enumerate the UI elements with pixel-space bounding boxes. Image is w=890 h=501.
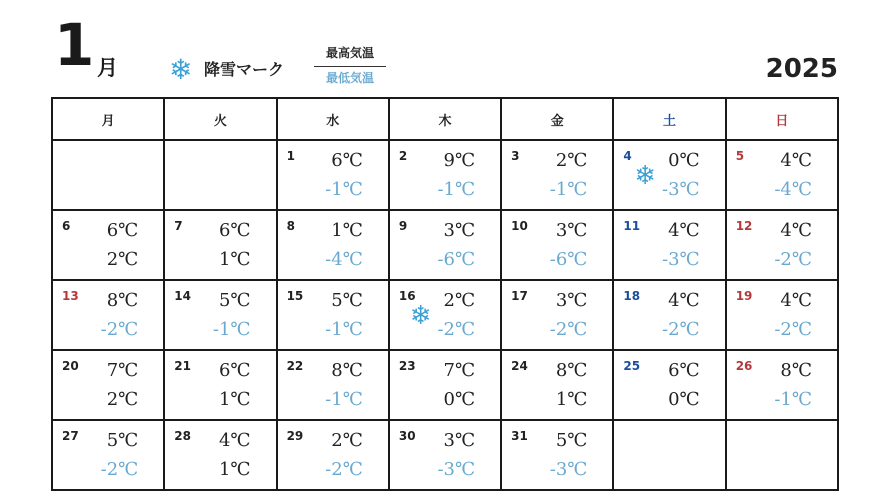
day-cell [613, 140, 725, 210]
weekday-thu: 木 [389, 98, 501, 140]
day-number: 29 [286, 429, 304, 443]
high-temp: 4℃ [668, 290, 700, 311]
snowflake-icon: ❄ [409, 301, 432, 331]
week-row [52, 420, 838, 490]
day-number: 19 [735, 289, 753, 303]
day-number: 4 [623, 149, 632, 163]
empty-day-cell [613, 420, 725, 490]
high-temp: 6℃ [106, 220, 139, 241]
day-number: 1 [286, 149, 295, 163]
day-number: 12 [735, 219, 753, 233]
low-temp: 2℃ [106, 389, 139, 410]
low-temp: -4℃ [774, 179, 812, 200]
day-cell [389, 140, 501, 210]
day-cell [52, 420, 164, 490]
low-temp: -3℃ [662, 249, 700, 270]
snowflake-icon: ❄ [634, 161, 657, 191]
low-temp: 1℃ [218, 459, 251, 480]
high-temp: 3℃ [555, 220, 588, 241]
day-cell [164, 350, 276, 420]
day-cell [277, 140, 389, 210]
day-number: 16 [398, 289, 416, 303]
low-temp: -1℃ [774, 389, 812, 410]
day-number: 3 [511, 149, 520, 163]
high-temp: 9℃ [443, 150, 476, 171]
day-number: 18 [623, 289, 641, 303]
low-temp: -2℃ [774, 319, 812, 340]
day-cell [726, 210, 838, 280]
high-temp: 6℃ [668, 360, 700, 381]
calendar-header [0, 0, 890, 95]
low-temp: -3℃ [662, 179, 700, 200]
low-temp: -2℃ [774, 249, 812, 270]
low-temp: 0℃ [443, 389, 476, 410]
high-temp: 2℃ [443, 290, 476, 311]
day-number: 6 [62, 219, 71, 233]
low-temp: -2℃ [100, 319, 139, 340]
day-cell [277, 280, 389, 350]
calendar-grid [51, 97, 839, 491]
high-temp: 5℃ [555, 430, 588, 451]
day-cell [501, 420, 613, 490]
snowflake-icon: ❄ [169, 53, 193, 86]
low-temp: -1℃ [325, 179, 363, 200]
high-temp: 7℃ [443, 360, 476, 381]
weekday-sat: 土 [613, 98, 725, 140]
low-temp: 1℃ [218, 249, 251, 270]
low-temp: 2℃ [106, 249, 139, 270]
legend-high-label: 最高気温 [325, 46, 374, 60]
year: 2025 [765, 54, 838, 84]
high-temp: 2℃ [555, 150, 588, 171]
day-number: 21 [174, 359, 191, 373]
low-temp: 1℃ [218, 389, 251, 410]
day-cell [389, 350, 501, 420]
day-cell [389, 420, 501, 490]
high-temp: 3℃ [443, 220, 476, 241]
legend-snow-label: 降雪マーク [204, 60, 285, 79]
low-temp: -1℃ [325, 319, 363, 340]
high-temp: 8℃ [106, 290, 139, 311]
day-number: 15 [286, 289, 304, 303]
low-temp: -1℃ [437, 179, 476, 200]
high-temp: 4℃ [218, 430, 251, 451]
low-temp: -2℃ [325, 459, 363, 480]
low-temp: 1℃ [555, 389, 588, 410]
high-temp: 8℃ [555, 360, 588, 381]
day-number: 20 [62, 359, 79, 373]
high-temp: 7℃ [106, 360, 139, 381]
high-temp: 6℃ [331, 150, 363, 171]
low-temp: -6℃ [549, 249, 588, 270]
low-temp: -2℃ [100, 459, 139, 480]
day-number: 17 [511, 289, 528, 303]
week-row [52, 140, 838, 210]
week-row [52, 210, 838, 280]
day-cell [501, 280, 613, 350]
high-temp: 5℃ [218, 290, 251, 311]
day-cell [277, 350, 389, 420]
day-cell [164, 280, 276, 350]
day-cell [726, 350, 838, 420]
low-temp: -2℃ [662, 319, 700, 340]
high-temp: 4℃ [780, 290, 812, 311]
day-cell [389, 280, 501, 350]
empty-day-cell [726, 420, 838, 490]
high-temp: 8℃ [780, 360, 812, 381]
day-number: 10 [511, 219, 528, 233]
day-cell [277, 420, 389, 490]
day-number: 7 [174, 219, 183, 233]
low-temp: -1℃ [212, 319, 251, 340]
month-number: 1 [54, 11, 95, 79]
high-temp: 2℃ [331, 430, 363, 451]
day-cell [52, 280, 164, 350]
day-number: 24 [511, 359, 528, 373]
empty-day-cell [52, 140, 164, 210]
low-temp: -6℃ [437, 249, 476, 270]
high-temp: 1℃ [331, 220, 363, 241]
day-cell [164, 210, 276, 280]
weekday-header-row [52, 98, 838, 140]
legend-low-label: 最低気温 [325, 71, 374, 85]
high-temp: 4℃ [668, 220, 700, 241]
day-cell [613, 210, 725, 280]
weekday-wed: 水 [277, 98, 389, 140]
day-number: 13 [62, 289, 79, 303]
day-number: 11 [623, 219, 641, 233]
weekday-sun: 日 [726, 98, 838, 140]
day-cell [164, 420, 276, 490]
day-number: 14 [174, 289, 191, 303]
day-cell [501, 210, 613, 280]
low-temp: -1℃ [549, 179, 588, 200]
low-temp: -4℃ [325, 249, 363, 270]
day-cell [501, 140, 613, 210]
day-number: 2 [398, 149, 408, 163]
day-number: 26 [735, 359, 753, 373]
day-cell [613, 350, 725, 420]
high-temp: 4℃ [780, 150, 812, 171]
day-cell [52, 350, 164, 420]
high-temp: 5℃ [106, 430, 139, 451]
day-number: 22 [286, 359, 304, 373]
day-number: 30 [398, 429, 416, 443]
empty-day-cell [164, 140, 276, 210]
high-temp: 4℃ [780, 220, 812, 241]
day-number: 28 [174, 429, 191, 443]
high-temp: 6℃ [218, 360, 251, 381]
day-cell [52, 210, 164, 280]
high-temp: 3℃ [555, 290, 588, 311]
weekday-fri: 金 [501, 98, 613, 140]
high-temp: 0℃ [668, 150, 700, 171]
day-cell [501, 350, 613, 420]
low-temp: -2℃ [437, 319, 476, 340]
low-temp: -2℃ [549, 319, 588, 340]
legend-divider [314, 66, 386, 67]
day-cell [277, 210, 389, 280]
day-number: 31 [511, 429, 528, 443]
month-suffix: 月 [97, 56, 118, 80]
week-row [52, 280, 838, 350]
week-row [52, 350, 838, 420]
day-number: 9 [398, 219, 408, 233]
high-temp: 8℃ [331, 360, 363, 381]
day-number: 8 [286, 219, 295, 233]
low-temp: -3℃ [549, 459, 588, 480]
day-cell [726, 140, 838, 210]
high-temp: 3℃ [443, 430, 476, 451]
low-temp: -3℃ [437, 459, 476, 480]
day-cell [613, 280, 725, 350]
weekday-tue: 火 [164, 98, 276, 140]
low-temp: -1℃ [325, 389, 363, 410]
day-number: 25 [623, 359, 641, 373]
weekday-mon: 月 [52, 98, 164, 140]
day-number: 27 [62, 429, 79, 443]
day-cell [726, 280, 838, 350]
day-cell [389, 210, 501, 280]
high-temp: 5℃ [331, 290, 363, 311]
day-number: 23 [398, 359, 416, 373]
high-temp: 6℃ [218, 220, 251, 241]
day-number: 5 [735, 149, 745, 163]
low-temp: 0℃ [668, 389, 700, 410]
